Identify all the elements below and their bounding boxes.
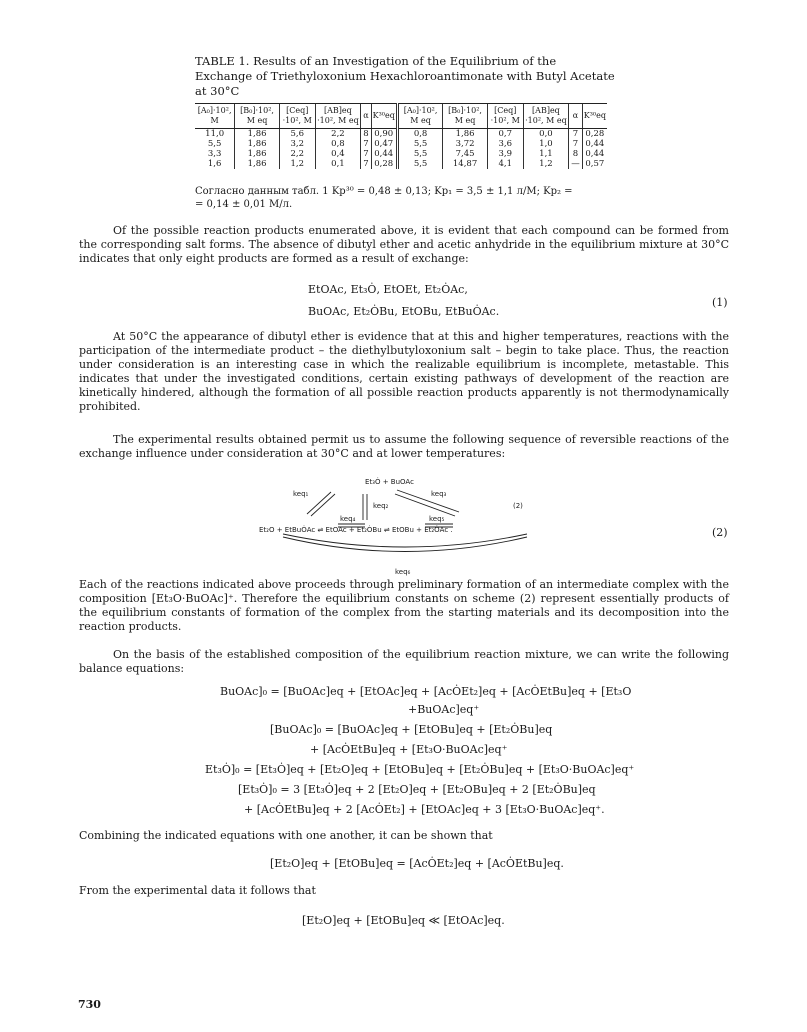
results-table xyxy=(195,103,607,169)
table-cell: 8 xyxy=(361,129,371,140)
table-header-cell: K³⁰eq xyxy=(371,104,397,129)
table-header-cell: [A₀]·10², M eq xyxy=(397,104,442,129)
table-header-cell: α xyxy=(361,104,371,129)
equation-number: (1) xyxy=(712,296,728,309)
table-cell: 7,45 xyxy=(443,149,488,159)
table-cell: 3,3 xyxy=(207,149,222,159)
table-cell: 3,6 xyxy=(487,139,523,149)
table-cell: 0,1 xyxy=(315,159,361,169)
balance-equation-line: +BuOAc]eq⁺ xyxy=(408,703,480,716)
equation-1-line: BuOAc, Et₂ȮBu, EtOBu, EtBuȮAc. xyxy=(308,305,500,318)
table-note xyxy=(195,185,615,211)
scheme-k6: keq₆ xyxy=(395,568,411,576)
paragraph-combining: Combining the indicated equations with one another, it can be shown that xyxy=(79,829,493,842)
table-header-cell: [Ceq] ·10², M xyxy=(487,104,523,129)
equation-1-line: EtOAc, Et₃Ȯ, EtOEt, Et₂ȮAc, xyxy=(308,283,468,296)
table-header-cell: [A₀]·10², M xyxy=(195,104,235,129)
balance-equation-line: + [AcȮEtBu]eq + 2 [AcȮEt₂] + [EtOAc]eq + 3 [Et₃O·BuOAc]eq⁺. xyxy=(244,803,605,816)
table-header-cell: [AB]eq ·10², M eq xyxy=(315,104,361,129)
table-cell: 0,8 xyxy=(315,139,361,149)
table-cell: 5,5 xyxy=(207,139,222,149)
table-row xyxy=(195,129,607,140)
scheme-k2: keq₂ xyxy=(373,502,389,510)
table-cell: 0,44 xyxy=(582,139,607,149)
scheme-inner-number: (2) xyxy=(513,502,523,510)
balance-equation-line: BuOAc]₀ = [BuOAc]eq + [EtOAc]eq + [AcȮEt₂]eq + [AcȮEtBu]eq + [Et₃O xyxy=(220,685,632,698)
table-cell: 0,0 xyxy=(523,129,569,140)
table-cell: 4,1 xyxy=(487,159,523,169)
balance-equation-line: [BuOAc]₀ = [BuOAc]eq + [EtOBu]eq + [Et₂ȮBu]eq xyxy=(270,723,553,736)
scheme-k5: keq₅ xyxy=(429,515,445,523)
table-cell: 14,87 xyxy=(443,159,488,169)
paragraph-intermediate-complex: Each of the reactions indicated above proceeds through preliminary formation of an intermediate complex with the composition [Et₃O·BuOAc]⁺. Therefore the equilibrium constants on scheme (2) represent essentially products of the equilibrium constants of formation of the complex from the starting materials and its decomposition into the reaction products. xyxy=(79,578,729,633)
table-cell: 0,4 xyxy=(315,149,361,159)
table-cell: 0,44 xyxy=(371,149,397,159)
table-cell: 11,0 xyxy=(205,129,225,139)
table-cell: 0,8 xyxy=(397,129,442,140)
balance-equation-line: [Et₃Ȯ]₀ = 3 [Et₃Ȯ]eq + 2 [Et₂O]eq + [Et₂OBu]eq + 2 [Et₂ȮBu]eq xyxy=(238,783,596,796)
paragraph-dibutyl-ether: At 50°C the appearance of dibutyl ether is evidence that at this and higher temperatures, reactions with the participation of the intermediate product – the diethylbutyloxonium salt – begin to take place. Thus, the reaction under consideration is an interesting case in which the realizable equilibrium is incomplete, metastable. This indicates that under the investigated conditions, certain existing pathways of development of the reaction are kinetically hindered, although the formation of all possible reaction products apparently is not thermodynamically prohibited. xyxy=(79,330,729,413)
table-cell: 1,2 xyxy=(523,159,569,169)
table-cell: — xyxy=(569,159,583,169)
table-note-line: Согласно данным табл. 1 Kp³⁰ = 0,48 ± 0,13; Kp₁ = 3,5 ± 1,1 л/M; Kp₂ = xyxy=(195,186,573,197)
table-cell: 5,5 xyxy=(397,149,442,159)
table-cell: 1,86 xyxy=(235,159,280,169)
table-cell: 0,28 xyxy=(371,159,397,169)
table-cell: 0,7 xyxy=(487,129,523,140)
table-row xyxy=(195,139,607,149)
table-cell: 7 xyxy=(569,129,583,140)
table-cell: 2,2 xyxy=(315,129,361,140)
table-row xyxy=(195,149,607,159)
table-caption: TABLE 1. Results of an Investigation of the Equilibrium of the Exchange of Triethyloxonium Hexachloroantimonate with Butyl Acetate at 30°C xyxy=(195,54,615,98)
equation-number: (2) xyxy=(712,526,728,539)
table-cell: 1,0 xyxy=(523,139,569,149)
table-cell: 1,6 xyxy=(207,159,222,169)
page-number: 730 xyxy=(78,998,101,1011)
table-cell: 8 xyxy=(569,149,583,159)
scheme-top-species: Et₃Ȯ + BuOAc xyxy=(365,478,414,486)
table-header-cell: [AB]eq ·10², M eq xyxy=(523,104,569,129)
table-cell: 1,86 xyxy=(235,139,280,149)
paragraph-sequence: The experimental results obtained permit us to assume the following sequence of reversible reactions of the exchange influence under consideration at 30°C and at lower temperatures: xyxy=(79,433,729,460)
table-header-cell: [Ceq] ·10², M xyxy=(279,104,315,129)
scheme-k3: keq₃ xyxy=(431,490,447,498)
table-cell: 1,2 xyxy=(279,159,315,169)
table-cell: 5,6 xyxy=(279,129,315,140)
paragraph-experimental: From the experimental data it follows that xyxy=(79,884,316,897)
table-cell: 1,86 xyxy=(235,149,280,159)
table-cell: 5,5 xyxy=(397,159,442,169)
scheme-k1: keq₁ xyxy=(293,490,309,498)
equation-combined: [Et₂O]eq + [EtOBu]eq = [AcȮEt₂]eq + [AcȮEtBu]eq. xyxy=(270,857,564,870)
scheme-k4: keq₄ xyxy=(340,515,356,523)
table-cell: 7 xyxy=(361,149,371,159)
table-row xyxy=(195,159,607,169)
table-cell: 3,72 xyxy=(443,139,488,149)
table-cell: 1,86 xyxy=(235,129,280,140)
table-cell: 0,28 xyxy=(582,129,607,140)
table-header-cell: α xyxy=(569,104,583,129)
table-header-cell: [B₀]·10², M eq xyxy=(443,104,488,129)
balance-equation-line: + [AcȮEtBu]eq + [Et₃O·BuOAc]eq⁺ xyxy=(310,743,508,756)
table-cell: 0,57 xyxy=(582,159,607,169)
paragraph-balance-intro: On the basis of the established composition of the equilibrium reaction mixture, we can write the following balance equations: xyxy=(79,648,729,675)
table-cell: 5,5 xyxy=(397,139,442,149)
table-cell: 1,86 xyxy=(443,129,488,140)
reaction-scheme xyxy=(255,480,555,592)
table-header-row xyxy=(195,104,607,129)
table-cell: 1,1 xyxy=(523,149,569,159)
equation-final: [Et₂O]eq + [EtOBu]eq ≪ [EtOAc]eq. xyxy=(302,914,505,927)
table-note-line: = 0,14 ± 0,01 M/л. xyxy=(195,199,293,210)
table-cell: 7 xyxy=(361,139,371,149)
paragraph-products: Of the possible reaction products enumerated above, it is evident that each compound can be formed from the corresponding salt forms. The absence of dibutyl ether and acetic anhydride in the equilibrium mixture at 30°C indicates that only eight products are formed as a result of exchange: xyxy=(79,224,729,265)
balance-equation-line: Et₃Ȯ]₀ = [Et₃Ȯ]eq + [Et₂O]eq + [EtOBu]eq + [Et₂ȮBu]eq + [Et₃O·BuOAc]eq⁺ xyxy=(205,763,635,776)
table-cell: 0,44 xyxy=(582,149,607,159)
table-cell: 2,2 xyxy=(279,149,315,159)
table-cell: 3,2 xyxy=(279,139,315,149)
table-cell: 7 xyxy=(569,139,583,149)
table-cell: 0,90 xyxy=(371,129,397,140)
table-cell: 7 xyxy=(361,159,371,169)
table-header-cell: K³⁰eq xyxy=(582,104,607,129)
table-header-cell: [B₀]·10², M eq xyxy=(235,104,280,129)
scheme-bottom-line: Et₂O + EtBuȮAc ⇌ EtOAc + Et₂ȮBu ⇌ EtOBu + Et₂ȮAc . xyxy=(259,526,453,534)
table-cell: 0,47 xyxy=(371,139,397,149)
table-cell: 3,9 xyxy=(487,149,523,159)
